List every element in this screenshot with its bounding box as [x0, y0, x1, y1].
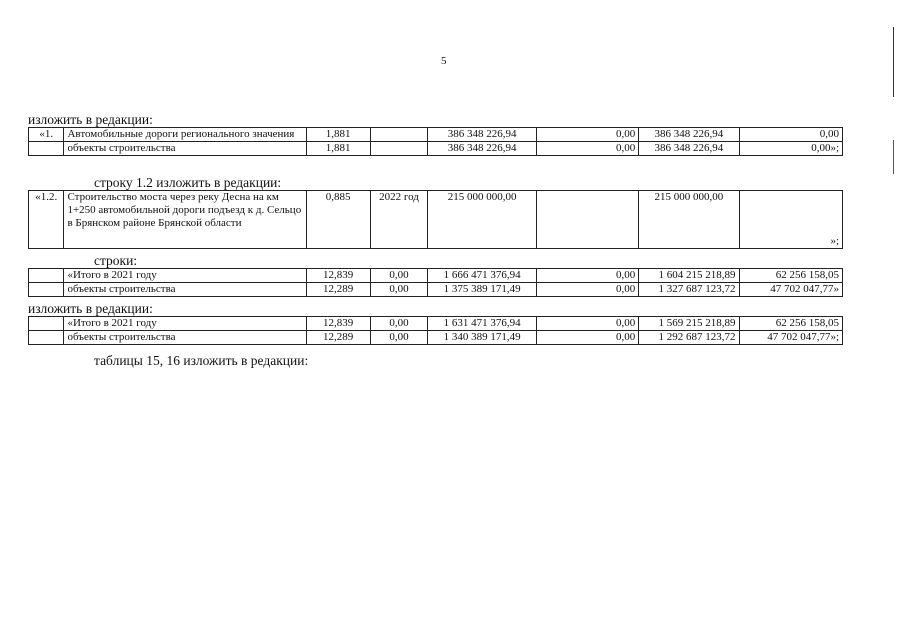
cell-amount-total: 386 348 226,94	[428, 142, 536, 156]
cell-amount-total: 1 375 389 171,49	[428, 283, 536, 297]
cell-amount-other: 62 256 158,05	[739, 269, 842, 283]
cell-amount-federal: 0,00	[536, 317, 638, 331]
cell-amount-total: 386 348 226,94	[428, 128, 536, 142]
cell-amount-regional: 215 000 000,00	[639, 191, 739, 249]
table-row	[29, 283, 843, 297]
cell-amount-regional: 386 348 226,94	[639, 142, 739, 156]
cell-index	[29, 142, 64, 156]
table-row	[29, 269, 843, 283]
cell-index: «1.	[29, 128, 64, 142]
cell-amount-federal: 0,00	[536, 283, 638, 297]
table-road-totals	[28, 127, 843, 156]
cell-year	[370, 142, 428, 156]
table-row	[29, 331, 843, 345]
cell-length: 1,881	[306, 142, 370, 156]
table-totals-new	[28, 316, 843, 345]
cell-length: 12,289	[306, 283, 370, 297]
cell-year	[370, 128, 428, 142]
heading-row-edit: строку 1.2 изложить в редакции:	[94, 175, 282, 190]
cell-amount-other: 0,00	[739, 128, 842, 142]
page-number: 5	[441, 55, 447, 67]
heading-edit: изложить в редакции:	[28, 112, 153, 127]
cell-amount-regional: 386 348 226,94	[639, 128, 739, 142]
cell-length: 1,881	[306, 128, 370, 142]
heading-rows: строки:	[94, 253, 138, 268]
cell-year: 0,00	[370, 283, 428, 297]
cell-amount-regional: 1 292 687 123,72	[639, 331, 739, 345]
cell-amount-federal: 0,00	[536, 128, 638, 142]
cell-amount-other: 0,00»;	[739, 142, 842, 156]
cell-amount-total: 1 666 471 376,94	[428, 269, 536, 283]
scan-edge-line	[893, 27, 894, 97]
cell-name: объекты строительства	[64, 142, 306, 156]
table-row	[29, 317, 843, 331]
heading-tables-edit: таблицы 15, 16 изложить в редакции:	[94, 353, 309, 368]
cell-amount-total: 215 000 000,00	[428, 191, 536, 249]
cell-amount-federal: 0,00	[536, 269, 638, 283]
cell-amount-other: »;	[739, 191, 842, 249]
cell-length: 12,839	[306, 317, 370, 331]
cell-length: 12,289	[306, 331, 370, 345]
cell-index	[29, 331, 64, 345]
cell-name: объекты строительства	[64, 283, 306, 297]
cell-index	[29, 283, 64, 297]
cell-index	[29, 269, 64, 283]
cell-name: «Итого в 2021 году	[64, 317, 306, 331]
cell-amount-regional: 1 569 215 218,89	[639, 317, 739, 331]
cell-amount-other: 62 256 158,05	[739, 317, 842, 331]
cell-name: «Итого в 2021 году	[64, 269, 306, 283]
cell-length: 12,839	[306, 269, 370, 283]
cell-year: 0,00	[370, 269, 428, 283]
cell-amount-total: 1 631 471 376,94	[428, 317, 536, 331]
heading-edit: изложить в редакции:	[28, 301, 153, 316]
cell-amount-federal	[536, 191, 638, 249]
cell-year: 2022 год	[370, 191, 428, 249]
scan-edge-line	[893, 140, 894, 174]
cell-year: 0,00	[370, 317, 428, 331]
table-row	[29, 191, 843, 249]
cell-amount-regional: 1 604 215 218,89	[639, 269, 739, 283]
cell-amount-total: 1 340 389 171,49	[428, 331, 536, 345]
cell-name: Автомобильные дороги регионального значения	[64, 128, 306, 142]
table-row	[29, 142, 843, 156]
cell-amount-federal: 0,00	[536, 142, 638, 156]
table-totals-old	[28, 268, 843, 297]
cell-index	[29, 317, 64, 331]
cell-name: объекты строительства	[64, 331, 306, 345]
cell-name: Строительство моста через реку Десна на км 1+250 автомобильной дороги подъезд к д. Сельцо в Брянском районе Брянской области	[64, 191, 306, 249]
cell-amount-regional: 1 327 687 123,72	[639, 283, 739, 297]
cell-length: 0,885	[306, 191, 370, 249]
table-bridge	[28, 190, 843, 249]
cell-index: «1.2.	[29, 191, 64, 249]
cell-year: 0,00	[370, 331, 428, 345]
cell-amount-federal: 0,00	[536, 331, 638, 345]
table-row	[29, 128, 843, 142]
cell-amount-other: 47 702 047,77»	[739, 283, 842, 297]
cell-amount-other: 47 702 047,77»;	[739, 331, 842, 345]
